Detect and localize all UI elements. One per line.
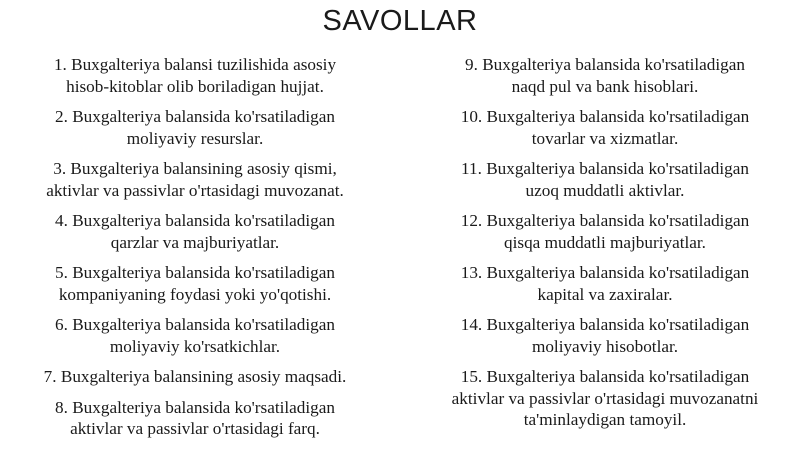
page-title: SAVOLLAR: [322, 5, 478, 37]
question-item: 9. Buxgalteriya balansida ko'rsatiladigan naqd pul va bank hisoblari.: [465, 55, 745, 96]
question-item: 12. Buxgalteriya balansida ko'rsatiladigan qisqa muddatli majburiyatlar.: [460, 211, 750, 252]
question-item: 13. Buxgalteriya balansida ko'rsatiladigan kapital va zaxiralar.: [460, 263, 750, 304]
question-item: 5. Buxgalteriya balansida ko'rsatiladigan kompaniyaning foydasi yoki yo'qotishi.: [55, 263, 335, 304]
left-question-list: [0, 54, 390, 449]
question-item: 14. Buxgalteriya balansida ko'rsatiladigan moliyaviy hisobotlar.: [460, 315, 750, 356]
question-item: 6. Buxgalteriya balansida ko'rsatiladigan moliyaviy ko'rsatkichlar.: [55, 315, 335, 356]
question-item: 3. Buxgalteriya balansining asosiy qismi, aktivlar va passivlar o'rtasidagi muvozanat.: [46, 159, 344, 200]
question-item: 10. Buxgalteriya balansida ko'rsatiladigan tovarlar va xizmatlar.: [460, 107, 750, 148]
question-item: 15. Buxgalteriya balansida ko'rsatiladigan aktivlar va passivlar o'rtasidagi muvozanatni ta'minlaydigan tamoyil.: [451, 367, 759, 429]
question-item: 7. Buxgalteriya balansining asosiy maqsadi.: [43, 367, 347, 386]
right-question-list: [410, 54, 800, 440]
question-item: 2. Buxgalteriya balansida ko'rsatiladigan moliyaviy resurslar.: [55, 107, 335, 148]
question-item: 8. Buxgalteriya balansida ko'rsatiladigan aktivlar va passivlar o'rtasidagi farq.: [55, 397, 335, 438]
question-item: 11. Buxgalteriya balansida ko'rsatiladigan uzoq muddatli aktivlar.: [461, 159, 749, 200]
question-item: 4. Buxgalteriya balansida ko'rsatiladigan qarzlar va majburiyatlar.: [55, 211, 335, 252]
question-item: 1. Buxgalteriya balansi tuzilishida asosiy hisob-kitoblar olib boriladigan hujjat.: [53, 55, 337, 96]
